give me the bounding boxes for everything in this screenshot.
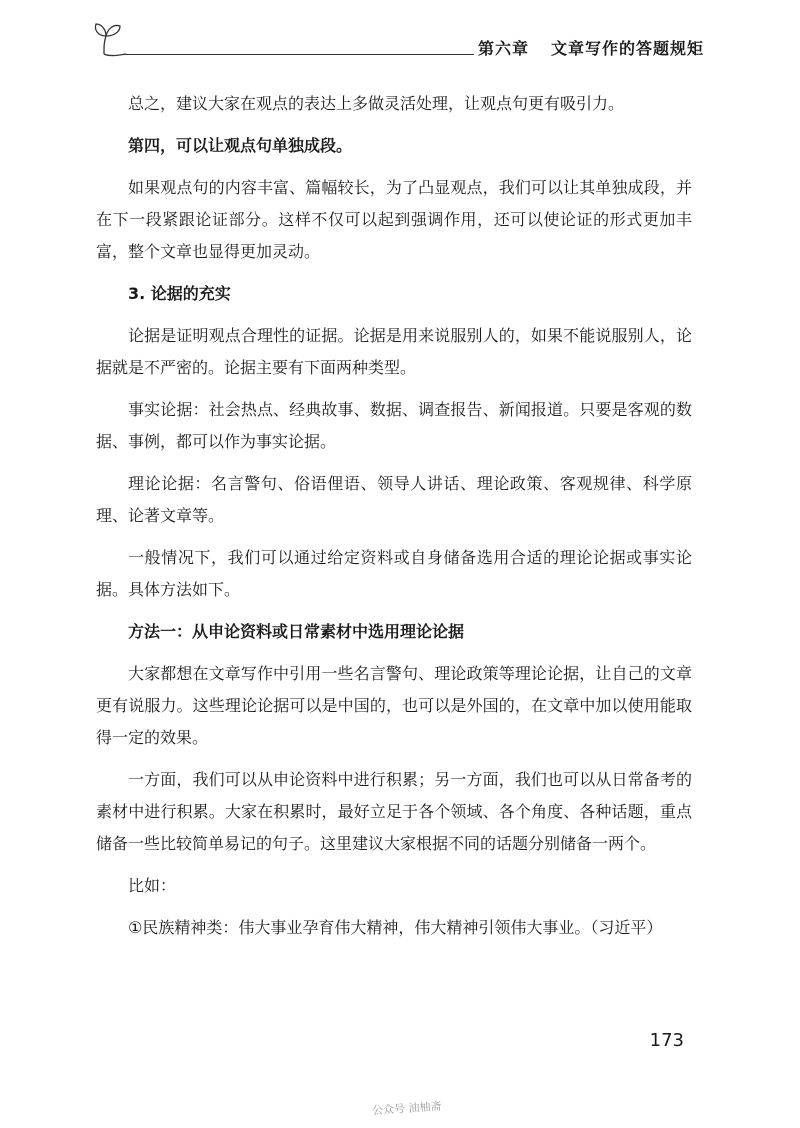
paragraph: 事实论据：社会热点、经典故事、数据、调查报告、新闻报道。只要是客观的数据、事例，都可以作为事实论据。 — [96, 400, 692, 451]
section-heading: 3. 论据的充实 — [128, 284, 231, 303]
sprout-icon — [92, 18, 126, 58]
chapter-number: 第六章 — [477, 39, 529, 58]
paragraph: 大家都想在文章写作中引用一些名言警句、理论政策等理论论据，让自己的文章更有说服力。这些理论论据可以是中国的，也可以是外国的，在文章中加以使用能取得一定的效果。 — [96, 664, 692, 747]
paragraph: 一方面，我们可以从申论资料中进行积累；另一方面，我们也可以从日常备考的素材中进行积累。大家在积累时，最好立足于各个领域、各个角度、各种话题，重点储备一些比较简单易记的句子。这里建议大家根据不同的话题分别储备一两个。 — [96, 770, 692, 853]
paragraph: 如果观点句的内容丰富、篇幅较长，为了凸显观点，我们可以让其单独成段，并在下一段紧跟论证部分。这样不仅可以起到强调作用，还可以使论证的形式更加丰富，整个文章也显得更加灵动。 — [96, 178, 692, 261]
header-rule — [122, 54, 474, 55]
paragraph: 总之，建议大家在观点的表达上多做灵活处理，让观点句更有吸引力。 — [128, 94, 625, 113]
subheading: 第四，可以让观点句单独成段。 — [128, 136, 353, 155]
chapter-heading — [478, 36, 704, 59]
paragraph: 比如： — [128, 876, 177, 895]
paragraph: 论据是证明观点合理性的证据。论据是用来说服别人的，如果不能说服别人，论据就是不严密的。论据主要有下面两种类型。 — [96, 326, 692, 377]
paragraph: 理论论据：名言警句、俗语俚语、领导人讲话、理论政策、客观规律、科学原理、论著文章等。 — [96, 474, 692, 525]
chapter-title: 文章写作的答题规矩 — [550, 39, 704, 58]
page-body — [96, 88, 692, 944]
running-header — [92, 18, 704, 58]
page-number: 173 — [649, 1030, 684, 1051]
example-item: ①民族精神类：伟大事业孕育伟大精神，伟大精神引领伟大事业。（习近平） — [128, 918, 663, 937]
method-heading: 方法一：从申论资料或日常素材中选用理论论据 — [128, 622, 465, 641]
paragraph: 一般情况下，我们可以通过给定资料或自身储备选用合适的理论论据或事实论据。具体方法如下。 — [96, 548, 692, 599]
watermark: 公众号 油柚斋 — [371, 1099, 442, 1118]
